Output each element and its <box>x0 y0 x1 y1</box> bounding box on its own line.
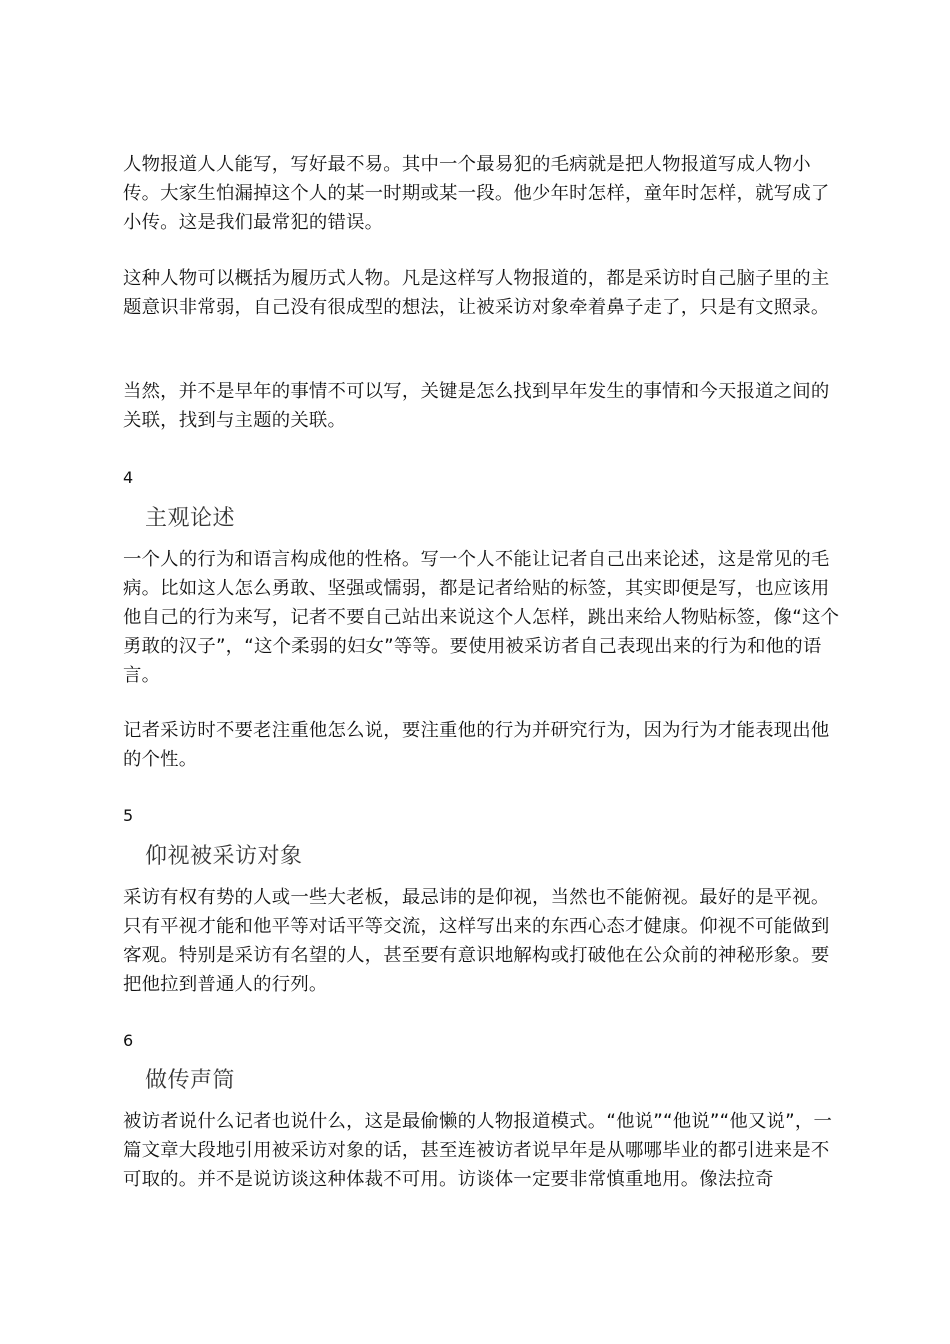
paragraph-mouthpiece: 被访者说什么记者也说什么，这是最偷懒的人物报道模式。“他说”“他说”“他又说”，一篇文章大段地引用被采访对象的话，甚至连被访者说早年是从哪哪毕业的都引进来是不可取的。并不是说访谈这种体裁不可用。访谈体一定要非常慎重地用。像法拉奇 <box>123 1111 833 1190</box>
paragraph-resume-style: 这种人物可以概括为履历式人物。凡是这样写人物报道的，都是采访时自己脑子里的主题意识非常弱，自己没有很成型的想法，让被采访对象牵着鼻子走了，只是有文照录。 <box>123 268 830 318</box>
paragraph-subjective-2: 记者采访时不要老注重他怎么说，要注重他的行为并研究行为，因为行为才能表现出他的个性。 <box>123 720 830 770</box>
section-number-6: 6 <box>123 1031 134 1050</box>
section-heading-looking-up: 仰视被采访对象 <box>145 844 303 869</box>
paragraph-biography-mistake: 人物报道人人能写，写好最不易。其中一个最易犯的毛病就是把人物报道写成人物小传。大家生怕漏掉这个人的某一时期或某一段。他少年时怎样，童年时怎样，就写成了小传。这是我们最常犯的错误。 <box>123 154 830 233</box>
section-number-4: 4 <box>123 468 134 487</box>
section-number-5: 5 <box>123 806 134 825</box>
paragraph-early-years: 当然，并不是早年的事情不可以写，关键是怎么找到早年发生的事情和今天报道之间的关联，找到与主题的关联。 <box>123 381 830 431</box>
paragraph-subjective-1: 一个人的行为和语言构成他的性格。写一个人不能让记者自己出来论述，这是常见的毛病。比如这人怎么勇敢、坚强或懦弱，都是记者给贴的标签，其实即便是写，也应该用他自己的行为来写，记者不要自己站出来说这个人怎样，跳出来给人物贴标签，像“这个勇敢的汉子”，“这个柔弱的妇女”等等。要使用被采访者自己表现出来的行为和他的语言。 <box>123 549 840 686</box>
section-heading-mouthpiece: 做传声筒 <box>145 1068 236 1093</box>
paragraph-looking-up: 采访有权有势的人或一些大老板，最忌讳的是仰视，当然也不能俯视。最好的是平视。只有平视才能和他平等对话平等交流，这样写出来的东西心态才健康。仰视不可能做到客观。特别是采访有名望的人，甚至要有意识地解构或打破他在公众前的神秘形象。要把他拉到普通人的行列。 <box>123 887 830 995</box>
section-heading-subjective: 主观论述 <box>145 506 236 531</box>
